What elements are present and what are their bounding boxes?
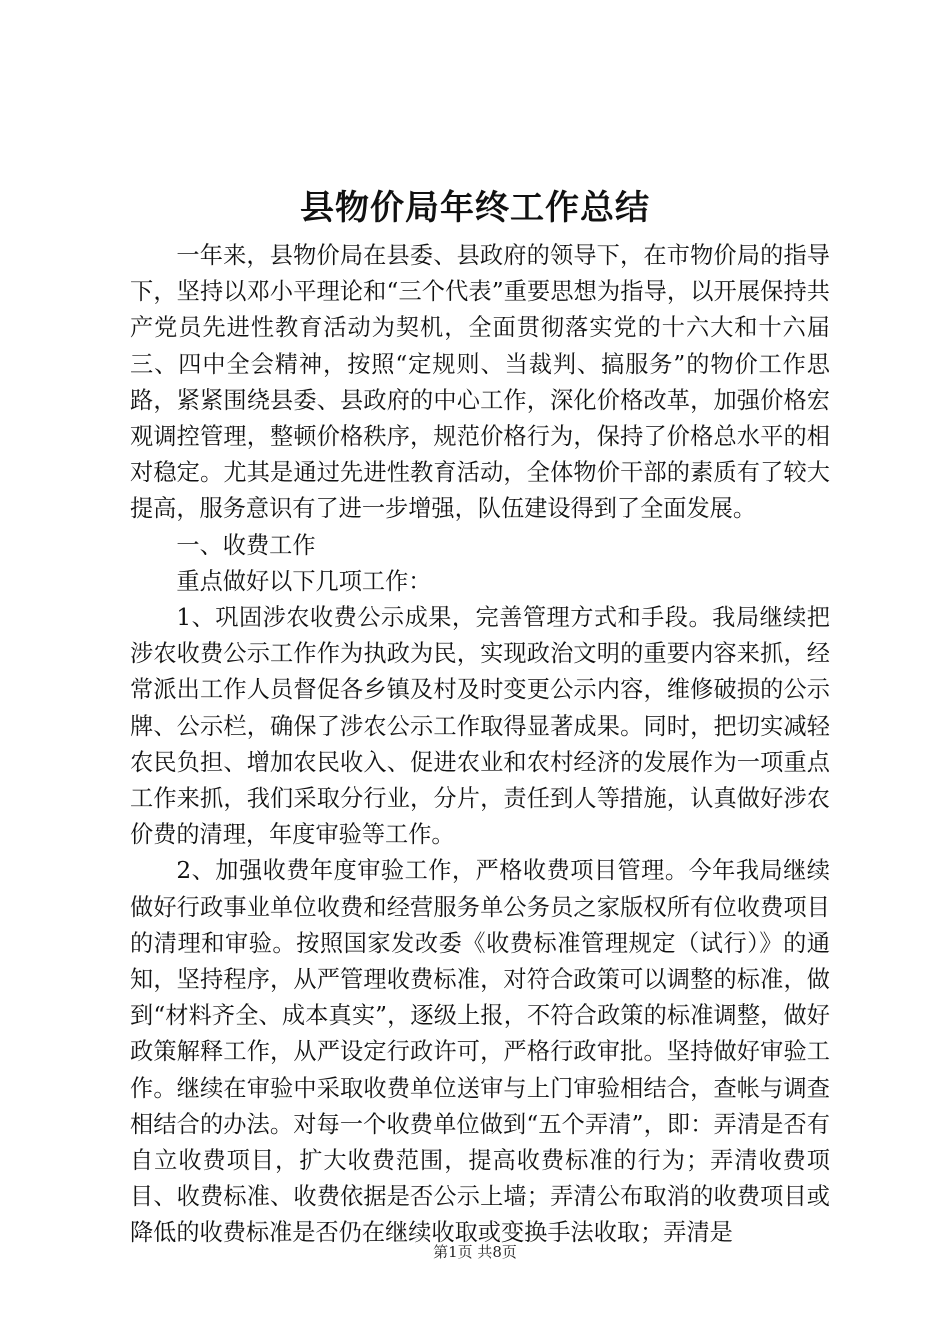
paragraph-item-2: 2、加强收费年度审验工作，严格收费项目管理。今年我局继续做好行政事业单位收费和经营服务单公务员之家版权所有位收费项目的清理和审验。按照国家发改委《收费标准管理规定（试行）》的通知，坚持程序，从严管理收费标准，对符合政策可以调整的标准，做到“材料齐全、成本真实”，逐级上报，不符合政策的标准调整，做好政策解释工作，从严设定行政许可，严格行政审批。坚持做好审验工作。继续在审验中采取收费单位送审与上门审验相结合，查帐与调查相结合的办法。对每一个收费单位做到“五个弄清”，即：弄清是否有自立收费项目，扩大收费范围，提高收费标准的行为；弄清收费项目、收费标准、收费依据是否公示上墙；弄清公布取消的收费项目或降低的收费标准是否仍在继续收取或变换手法收取；弄清是 xyxy=(130,857,830,1247)
paragraph-item-1: 1、巩固涉农收费公示成果，完善管理方式和手段。我局继续把涉农收费公示工作作为执政为民，实现政治文明的重要内容来抓，经常派出工作人员督促各乡镇及村及时变更公示内容，维修破损的公示牌、公示栏，确保了涉农公示工作取得显著成果。同时，把切实减轻农民负担、增加农民收入、促进农业和农村经济的发展作为一项重点工作来抓，我们采取分行业，分片，责任到人等措施，认真做好涉农价费的清理，年度审验等工作。 xyxy=(130,604,830,849)
page-footer: 第1页 共8页 xyxy=(433,1243,517,1261)
section-heading-fees: 一、收费工作 xyxy=(176,531,316,559)
paragraph-intro: 一年来，县物价局在县委、县政府的领导下，在市物价局的指导下，坚持以邓小平理论和“三个代表”重要思想为指导，以开展保持共产党员先进性教育活动为契机，全面贯彻落实党的十六大和十六届三、四中全会精神，按照“定规则、当裁判、搞服务”的物价工作思路，紧紧围绕县委、县政府的中心工作，深化价格改革，加强价格宏观调控管理，整顿价格秩序，规范价格行为，保持了价格总水平的相对稳定。尤其是通过先进性教育活动，全体物价干部的素质有了较大提高，服务意识有了进一步增强，队伍建设得到了全面发展。 xyxy=(130,242,830,523)
paragraph-key-work: 重点做好以下几项工作： xyxy=(176,567,432,595)
document-title: 县物价局年终工作总结 xyxy=(300,188,650,228)
document-body xyxy=(130,238,830,1252)
